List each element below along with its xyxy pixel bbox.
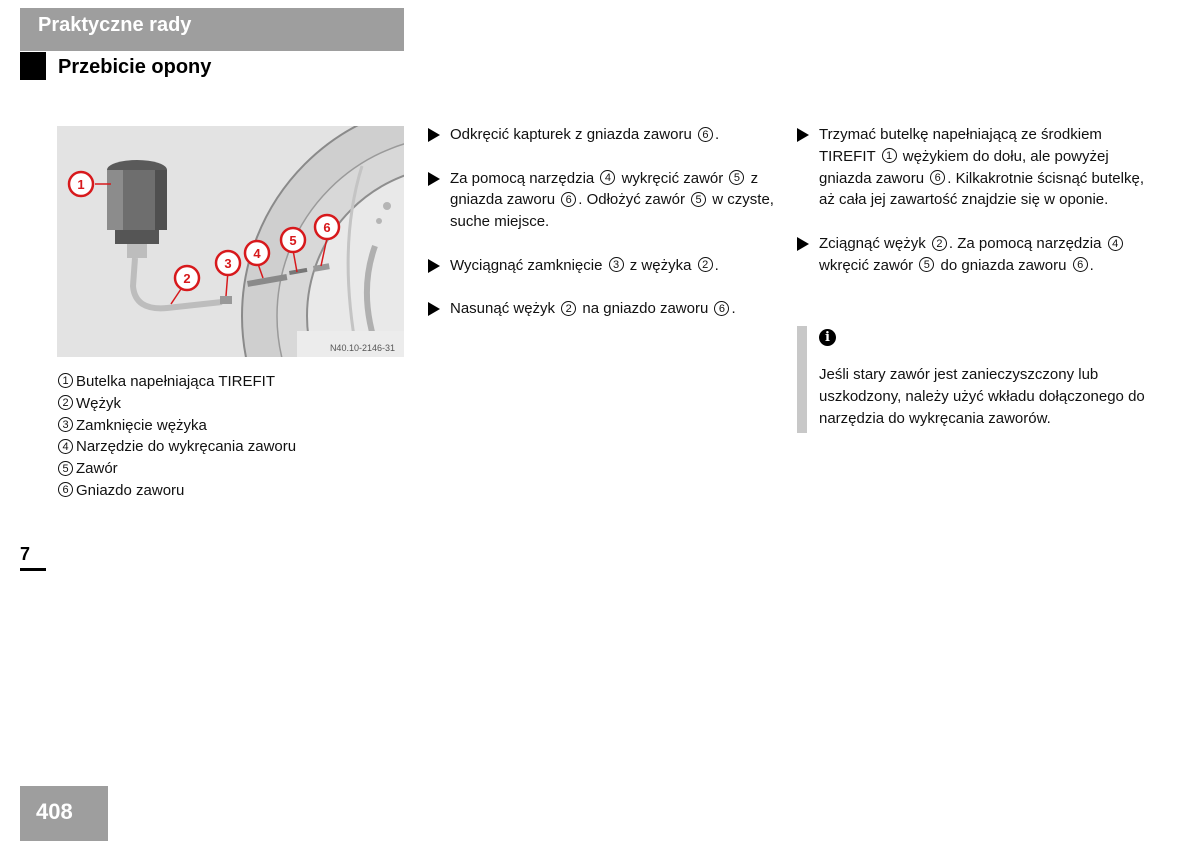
instructions-column-1 [428,124,778,342]
step-arrow-icon [428,172,440,186]
chapter-underline [20,568,46,571]
step-arrow-icon [797,128,809,142]
chapter-number: 7 [20,544,31,564]
svg-text:2: 2 [183,271,191,286]
note-sidebar [797,326,807,433]
legend-item [58,415,296,437]
callout-number: 2 [58,395,73,410]
step-arrow-icon [428,128,440,142]
instruction-step: Trzymać butelkę napełniającą ze środkiem TIREFIT 1 wężykiem do dołu, ale powyżej gniazda zaworu 6 . Kilkakrotnie ścisnąć butelkę, aż cała jej zawartość znajdzie się w oponie. [797,124,1147,211]
callout-number: 2 [561,301,576,316]
figure-legend [58,371,296,502]
step-arrow-icon [428,259,440,273]
callout-number: 6 [561,192,576,207]
figure-code: N40.10-2146-31 [329,343,395,353]
callout-number: 2 [698,257,713,272]
section-marker [20,52,46,80]
callout-number: 6 [930,170,945,185]
svg-text:1: 1 [77,177,85,192]
legend-item [58,480,296,502]
callout-4 [245,241,269,265]
callout-number: 2 [932,236,947,251]
callout-number: 5 [919,257,934,272]
callout-number: 4 [58,439,73,454]
instructions-column-2 [797,124,1147,298]
instruction-step: Zciągnąć wężyk 2 . Za pomocą narzędzia 4 wkręcić zawór 5 do gniazda zaworu 6 . [797,233,1147,277]
callout-number: 3 [609,257,624,272]
callout-number: 6 [698,127,713,142]
callout-number: 4 [1108,236,1123,251]
legend-label: Zawór [76,460,118,478]
note-text: Jeśli stary zawór jest zanieczyszczony lub uszkodzony, należy użyć wkładu dołączonego do narzędzia do wykręcania zaworów. [819,366,1145,427]
callout-number: 4 [600,170,615,185]
header-section-title: Praktyczne rady [38,14,192,36]
legend-label: Wężyk [76,394,121,412]
callout-2 [175,266,199,290]
callout-number: 6 [714,301,729,316]
instruction-step: Wyciągnąć zamknięcie 3 z wężyka 2 . [428,255,778,277]
instruction-step: Odkręcić kapturek z gniazda zaworu 6 . [428,124,778,146]
legend-label: Narzędzie do wykręcania zaworu [76,438,297,456]
callout-number: 1 [882,148,897,163]
legend-item [58,436,296,458]
info-note [797,326,1157,433]
callout-number: 5 [691,192,706,207]
step-arrow-icon [797,237,809,251]
info-icon: i [819,329,836,346]
svg-text:4: 4 [253,246,261,261]
callout-number: 3 [58,417,73,432]
callout-3 [216,251,240,275]
svg-text:3: 3 [224,256,232,271]
tirefit-illustration [57,126,404,357]
svg-text:6: 6 [323,220,331,235]
callout-number: 5 [729,170,744,185]
callout-number: 5 [58,461,73,476]
legend-label: Butelka napełniająca TIREFIT [76,373,275,390]
callout-6 [315,215,339,239]
legend-item [58,458,296,480]
legend-label: Zamknięcie wężyka [76,416,207,434]
step-arrow-icon [428,302,440,316]
legend-label: Gniazdo zaworu [76,481,185,499]
instruction-step: Nasunąć wężyk 2 na gniazdo zaworu 6 . [428,298,778,320]
instruction-step: Za pomocą narzędzia 4 wykręcić zawór 5 z gniazda zaworu 6 . Odłożyć zawór 5 w czyste, suche miejsce. [428,168,778,233]
callout-1 [69,172,93,196]
page-title: Przebicie opony [58,56,212,78]
legend-item [58,371,296,393]
callout-number: 6 [58,482,73,497]
page-number: 408 [36,799,73,824]
callout-number: 1 [58,373,73,388]
svg-text:5: 5 [289,233,297,248]
callout-5 [281,228,305,252]
legend-item [58,393,296,415]
callout-number: 6 [1073,257,1088,272]
